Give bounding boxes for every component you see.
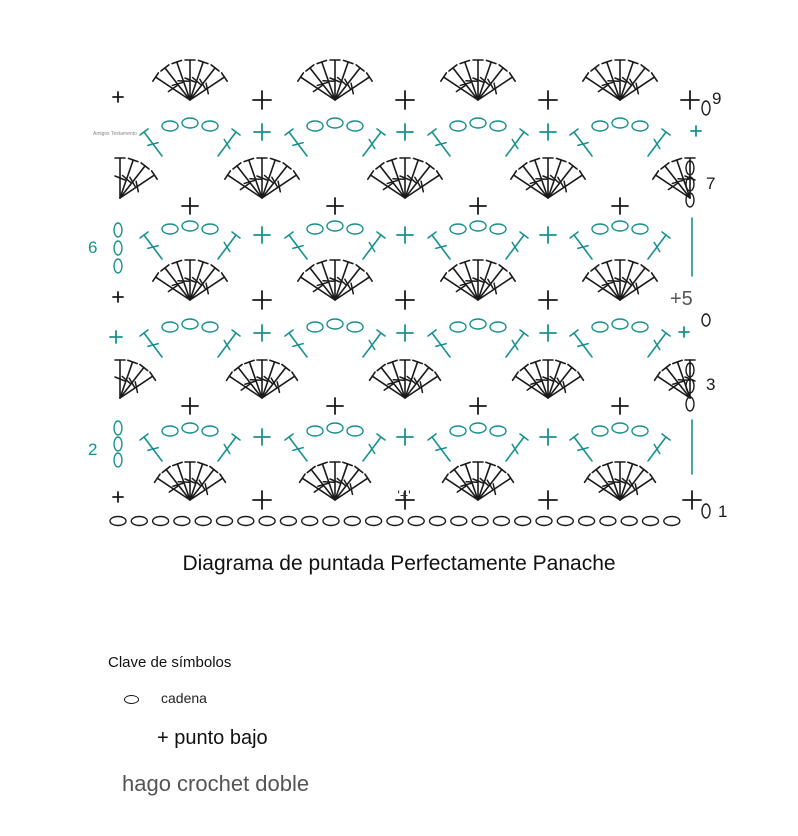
double-crochet-top: [140, 232, 148, 238]
chain-stitch: [307, 426, 323, 436]
double-crochet-top: [298, 73, 304, 81]
chain-stitch: [490, 426, 506, 436]
double-crochet-top: [306, 265, 314, 271]
foundation-chain: [579, 517, 595, 526]
double-crochet-top: [661, 163, 669, 169]
foundation-chain: [344, 517, 360, 526]
double-crochet-top: [220, 474, 226, 482]
double-crochet-top: [662, 232, 670, 238]
double-crochet-top: [300, 474, 306, 482]
chain-stitch: [592, 426, 608, 436]
double-crochet-top: [519, 163, 527, 169]
double-crochet-top: [377, 330, 385, 336]
chain-stitch: [307, 121, 323, 131]
foundation-chain: [451, 517, 467, 526]
double-crochet-top: [285, 434, 293, 440]
double-crochet-top: [568, 364, 576, 370]
double-crochet-top: [662, 364, 670, 370]
row-label-2: 2: [88, 440, 98, 459]
foundation-chain: [621, 517, 637, 526]
double-crochet-top: [376, 163, 384, 169]
double-crochet-top: [377, 129, 385, 135]
chain-stitch: [182, 221, 198, 231]
foundation-chain: [493, 517, 509, 526]
double-crochet-top: [292, 372, 298, 380]
double-crochet-top: [367, 73, 373, 81]
double-crochet-top: [449, 65, 457, 71]
double-crochet-top: [222, 73, 228, 81]
double-crochet-top: [152, 171, 158, 179]
double-crochet-top: [569, 163, 577, 169]
double-crochet-top: [591, 65, 599, 71]
double-crochet-top: [356, 65, 364, 71]
chain-stitch: [592, 322, 608, 332]
double-crochet-top: [233, 163, 241, 169]
double-crochet-top: [499, 65, 507, 71]
foundation-chain: [195, 517, 211, 526]
chain-stitch: [327, 423, 343, 433]
turning-chain: [114, 453, 122, 467]
legend-double-crochet: hago crochet doble: [122, 771, 310, 796]
chain-stitch: [612, 221, 628, 231]
double-crochet-top: [140, 129, 148, 135]
double-crochet-top: [435, 372, 441, 380]
chain-stitch: [490, 121, 506, 131]
center-mark: '+': [397, 487, 411, 503]
double-crochet-top: [591, 265, 599, 271]
double-crochet-top: [520, 434, 528, 440]
double-crochet-top: [498, 466, 506, 472]
chain-stitch: [327, 221, 343, 231]
double-crochet-top: [307, 466, 315, 472]
foundation-chain: [110, 517, 126, 526]
foundation-chain: [643, 517, 659, 526]
double-crochet-top: [570, 232, 578, 238]
double-crochet-top: [437, 171, 443, 179]
foundation-chain: [174, 517, 190, 526]
double-crochet-top: [640, 466, 648, 472]
double-crochet-top: [153, 273, 159, 281]
double-crochet-top: [153, 73, 159, 81]
turning-chain: [702, 504, 710, 518]
double-crochet-top: [662, 129, 670, 135]
chain-stitch: [162, 121, 178, 131]
double-crochet-top: [234, 364, 242, 370]
chain-stitch: [470, 423, 486, 433]
legend-chain: [124, 690, 207, 706]
chain-stitch: [450, 322, 466, 332]
double-crochet-top: [367, 273, 373, 281]
foundation-chain: [366, 517, 382, 526]
chain-stitch: [490, 224, 506, 234]
chain-stitch: [162, 224, 178, 234]
foundation-chain: [280, 517, 296, 526]
double-crochet-top: [227, 372, 233, 380]
foundation-chain: [472, 517, 488, 526]
double-crochet-top: [520, 232, 528, 238]
chain-stitch: [490, 322, 506, 332]
diagram-caption: Diagrama de puntada Perfectamente Panache: [182, 552, 616, 575]
double-crochet-top: [285, 232, 293, 238]
double-crochet-top: [578, 372, 584, 380]
double-crochet-top: [210, 466, 218, 472]
row-label-9: 9: [712, 89, 722, 108]
row-label-7: 7: [706, 174, 716, 193]
double-crochet-top: [140, 364, 148, 370]
double-crochet-top: [570, 434, 578, 440]
double-crochet-top: [370, 372, 376, 380]
chain-stitch: [450, 426, 466, 436]
double-crochet-top: [570, 330, 578, 336]
watermark-text: Amigos Testamento: [93, 131, 137, 137]
double-crochet-top: [162, 466, 170, 472]
double-crochet-top: [570, 129, 578, 135]
foundation-chain: [153, 517, 169, 526]
double-crochet-top: [653, 171, 659, 179]
legend-title: Clave de símbolos: [108, 654, 232, 671]
foundation-chain: [217, 517, 233, 526]
row-label-5: +5: [670, 288, 693, 310]
double-crochet-top: [655, 372, 661, 380]
double-crochet-top: [232, 129, 240, 135]
foundation-chain: [387, 517, 403, 526]
double-crochet-top: [662, 434, 670, 440]
turning-chain: [702, 101, 710, 115]
foundation-chain: [600, 517, 616, 526]
double-crochet-top: [285, 330, 293, 336]
double-crochet-top: [294, 171, 300, 179]
turning-chain: [114, 241, 122, 255]
chain-stitch: [307, 224, 323, 234]
double-crochet-top: [282, 364, 290, 370]
turning-chain: [114, 223, 122, 237]
chain-stitch: [470, 221, 486, 231]
chain-stitch: [347, 426, 363, 436]
double-crochet-top: [428, 434, 436, 440]
foundation-chain: [302, 517, 318, 526]
double-crochet-top: [232, 330, 240, 336]
chain-stitch: [592, 224, 608, 234]
foundation-chain: [259, 517, 275, 526]
double-crochet-top: [510, 73, 516, 81]
double-crochet-top: [592, 466, 600, 472]
turning-chain: [114, 421, 122, 435]
double-crochet-top: [285, 129, 293, 135]
double-crochet-top: [441, 273, 447, 281]
double-crochet-top: [377, 434, 385, 440]
foundation-chain: [131, 517, 147, 526]
chain-stitch: [182, 319, 198, 329]
double-crochet-top: [652, 73, 658, 81]
double-crochet-top: [650, 474, 656, 482]
turning-chain: [114, 437, 122, 451]
chain-stitch: [612, 319, 628, 329]
foundation-chain: [536, 517, 552, 526]
chain-stitch: [182, 118, 198, 128]
foundation-chain: [238, 517, 254, 526]
double-crochet-top: [641, 265, 649, 271]
double-crochet-top: [513, 372, 519, 380]
chain-stitch: [202, 224, 218, 234]
double-crochet-top: [520, 129, 528, 135]
double-crochet-top: [499, 265, 507, 271]
chain-stitch: [202, 121, 218, 131]
double-crochet-top: [511, 171, 517, 179]
foundation-chain: [430, 517, 446, 526]
turning-chain: [686, 397, 694, 411]
chain-stitch: [327, 319, 343, 329]
double-crochet-top: [225, 171, 231, 179]
double-crochet-top: [356, 265, 364, 271]
double-crochet-top: [428, 330, 436, 336]
foundation-chain: [323, 517, 339, 526]
foundation-chain: [515, 517, 531, 526]
chain-stitch: [327, 118, 343, 128]
double-crochet-top: [662, 330, 670, 336]
double-crochet-top: [441, 73, 447, 81]
chain-stitch: [202, 426, 218, 436]
double-crochet-top: [428, 129, 436, 135]
chain-stitch: [612, 423, 628, 433]
double-crochet-top: [580, 171, 586, 179]
double-crochet-top: [283, 163, 291, 169]
legend-single-crochet: + punto bajo: [157, 727, 268, 749]
turning-chain: [702, 314, 710, 326]
double-crochet-top: [365, 474, 371, 482]
double-crochet-top: [232, 434, 240, 440]
double-crochet-top: [211, 65, 219, 71]
row-label-6: 6: [88, 238, 98, 257]
double-crochet-top: [508, 474, 514, 482]
double-crochet-top: [583, 273, 589, 281]
chain-stitch: [470, 118, 486, 128]
double-crochet-top: [161, 65, 169, 71]
double-crochet-top: [368, 171, 374, 179]
double-crochet-top: [449, 265, 457, 271]
double-crochet-top: [306, 65, 314, 71]
double-crochet-top: [298, 273, 304, 281]
legend-chain-label: cadena: [161, 690, 207, 706]
double-crochet-top: [425, 364, 433, 370]
chain-stitch: [202, 322, 218, 332]
foundation-chain: [408, 517, 424, 526]
double-crochet-top: [443, 474, 449, 482]
double-crochet-top: [520, 330, 528, 336]
chain-stitch: [450, 224, 466, 234]
double-crochet-top: [652, 273, 658, 281]
turning-chain: [114, 259, 122, 273]
double-crochet-top: [426, 163, 434, 169]
double-crochet-top: [583, 73, 589, 81]
double-crochet-top: [161, 265, 169, 271]
double-crochet-top: [585, 474, 591, 482]
row-label-1: 1: [718, 502, 728, 521]
chain-stitch: [632, 121, 648, 131]
double-crochet-top: [150, 372, 156, 380]
double-crochet-top: [155, 474, 161, 482]
double-crochet-top: [450, 466, 458, 472]
double-crochet-top: [355, 466, 363, 472]
double-crochet-top: [377, 364, 385, 370]
double-crochet-top: [140, 434, 148, 440]
double-crochet-top: [222, 273, 228, 281]
chain-stitch: [450, 121, 466, 131]
foundation-chain: [664, 517, 680, 526]
chain-stitch: [347, 322, 363, 332]
chain-symbol-icon: [124, 695, 139, 704]
chain-stitch: [162, 426, 178, 436]
double-crochet-top: [140, 330, 148, 336]
chain-stitch: [182, 423, 198, 433]
double-crochet-top: [141, 163, 149, 169]
double-crochet-top: [377, 232, 385, 238]
double-crochet-top: [510, 273, 516, 281]
row-label-3: 3: [706, 375, 716, 394]
chain-stitch: [632, 224, 648, 234]
double-crochet-top: [211, 265, 219, 271]
double-crochet-top: [520, 364, 528, 370]
chain-stitch: [307, 322, 323, 332]
chain-stitch: [592, 121, 608, 131]
chain-stitch: [162, 322, 178, 332]
chain-stitch: [632, 426, 648, 436]
chain-stitch: [347, 121, 363, 131]
chain-stitch: [612, 118, 628, 128]
double-crochet-top: [641, 65, 649, 71]
chain-stitch: [470, 319, 486, 329]
chain-stitch: [632, 322, 648, 332]
double-crochet-top: [232, 232, 240, 238]
double-crochet-top: [428, 232, 436, 238]
chain-stitch: [347, 224, 363, 234]
foundation-chain: [557, 517, 573, 526]
